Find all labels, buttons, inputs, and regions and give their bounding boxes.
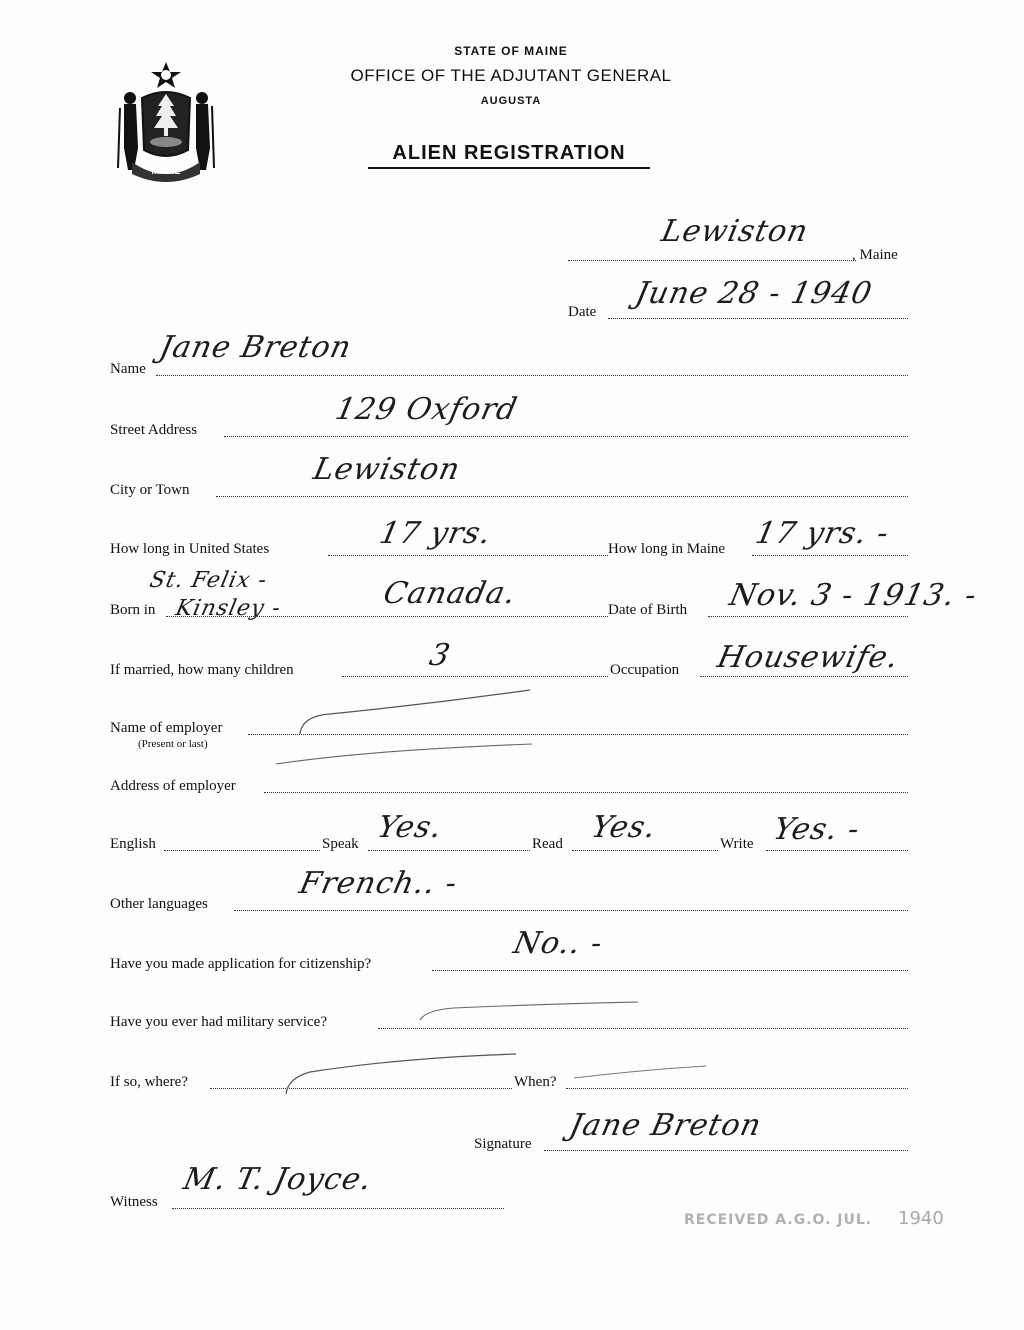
citizenship-label: Have you made application for citizenship?	[110, 956, 372, 972]
read-label: Read	[532, 836, 563, 852]
how-long-us-label: How long in United States	[110, 541, 270, 557]
city-label: City or Town	[110, 482, 190, 498]
write-label: Write	[720, 836, 754, 852]
date-label: Date	[568, 304, 597, 320]
children-line	[342, 676, 608, 677]
speak-label: Speak	[322, 836, 359, 852]
city-line	[216, 496, 908, 497]
employer-label: Name of employer	[110, 720, 223, 736]
military-label: Have you ever had military service?	[110, 1014, 327, 1030]
employer-address-line	[264, 792, 908, 793]
date-line	[608, 318, 908, 319]
employer-address-dash-stroke	[270, 740, 540, 770]
occupation-label: Occupation	[610, 662, 680, 678]
town-entry: Lewiston	[658, 214, 812, 249]
employer-sublabel: (Present or last)	[138, 738, 208, 750]
when-line	[566, 1088, 908, 1089]
how-long-us-line	[328, 555, 608, 556]
speak-entry: Yes.	[374, 810, 446, 845]
write-line	[766, 850, 908, 851]
witness-entry: M. T. Joyce.	[180, 1162, 376, 1197]
town-line	[568, 260, 856, 261]
street-line	[224, 436, 908, 437]
how-long-maine-line	[752, 555, 908, 556]
city-entry: Lewiston	[310, 452, 464, 487]
children-entry: 3	[426, 638, 454, 673]
street-label: Street Address	[110, 422, 198, 438]
signature-line	[544, 1150, 908, 1151]
born-label: Born in	[110, 602, 156, 618]
witness-line	[172, 1208, 504, 1209]
name-entry: Jane Breton	[156, 330, 355, 365]
children-label: If married, how many children	[110, 662, 294, 678]
born-entry-line1: St. Felix -	[147, 568, 270, 593]
occupation-line	[700, 676, 908, 677]
maine-label: , Maine	[852, 247, 898, 263]
how-long-maine-label: How long in Maine	[608, 541, 726, 557]
born-entry-line2: Kinsley -	[173, 596, 284, 621]
signature-label: Signature	[474, 1136, 532, 1152]
name-line	[156, 375, 908, 376]
military-dash-stroke	[414, 998, 644, 1024]
how-long-us-entry: 17 yrs.	[376, 516, 495, 551]
header-office: OFFICE OF THE ADJUTANT GENERAL	[350, 66, 672, 85]
dob-entry: Nov. 3 - 1913. -	[726, 578, 981, 613]
received-stamp: RECEIVED A.G.O. JUL.	[684, 1212, 873, 1228]
witness-label: Witness	[110, 1194, 158, 1210]
seal-banner-text: MAINE	[151, 166, 181, 176]
dob-label: Date of Birth	[608, 602, 688, 618]
dob-line	[708, 616, 908, 617]
citizenship-line	[432, 970, 908, 971]
read-line	[572, 850, 718, 851]
other-languages-line	[234, 910, 908, 911]
english-line	[164, 850, 320, 851]
form-title: ALIEN REGISTRATION	[368, 142, 650, 169]
received-stamp-year: 1940	[898, 1208, 944, 1229]
signature-entry: Jane Breton	[566, 1108, 765, 1143]
other-languages-entry: French.. -	[296, 866, 461, 901]
employer-address-label: Address of employer	[110, 778, 236, 794]
military-line	[378, 1028, 908, 1029]
how-long-maine-entry: 17 yrs. -	[752, 516, 893, 551]
where-label: If so, where?	[110, 1074, 188, 1090]
write-entry: Yes. -	[770, 812, 864, 847]
other-languages-label: Other languages	[110, 896, 208, 912]
when-dash-stroke	[570, 1062, 710, 1082]
english-label: English	[110, 836, 156, 852]
speak-line	[368, 850, 530, 851]
occupation-entry: Housewife.	[714, 640, 903, 675]
header-city: AUGUSTA	[480, 95, 542, 107]
citizenship-entry: No.. -	[510, 926, 607, 961]
where-dash-stroke	[280, 1050, 520, 1098]
when-label: When?	[514, 1074, 557, 1090]
date-entry: June 28 - 1940	[632, 276, 876, 311]
read-entry: Yes.	[588, 810, 660, 845]
header-state: STATE OF MAINE	[454, 44, 568, 58]
employer-dash-stroke	[290, 686, 540, 746]
name-label: Name	[110, 361, 146, 377]
street-entry: 129 Oxford	[332, 392, 521, 427]
born-country-entry: Canada.	[380, 576, 520, 611]
